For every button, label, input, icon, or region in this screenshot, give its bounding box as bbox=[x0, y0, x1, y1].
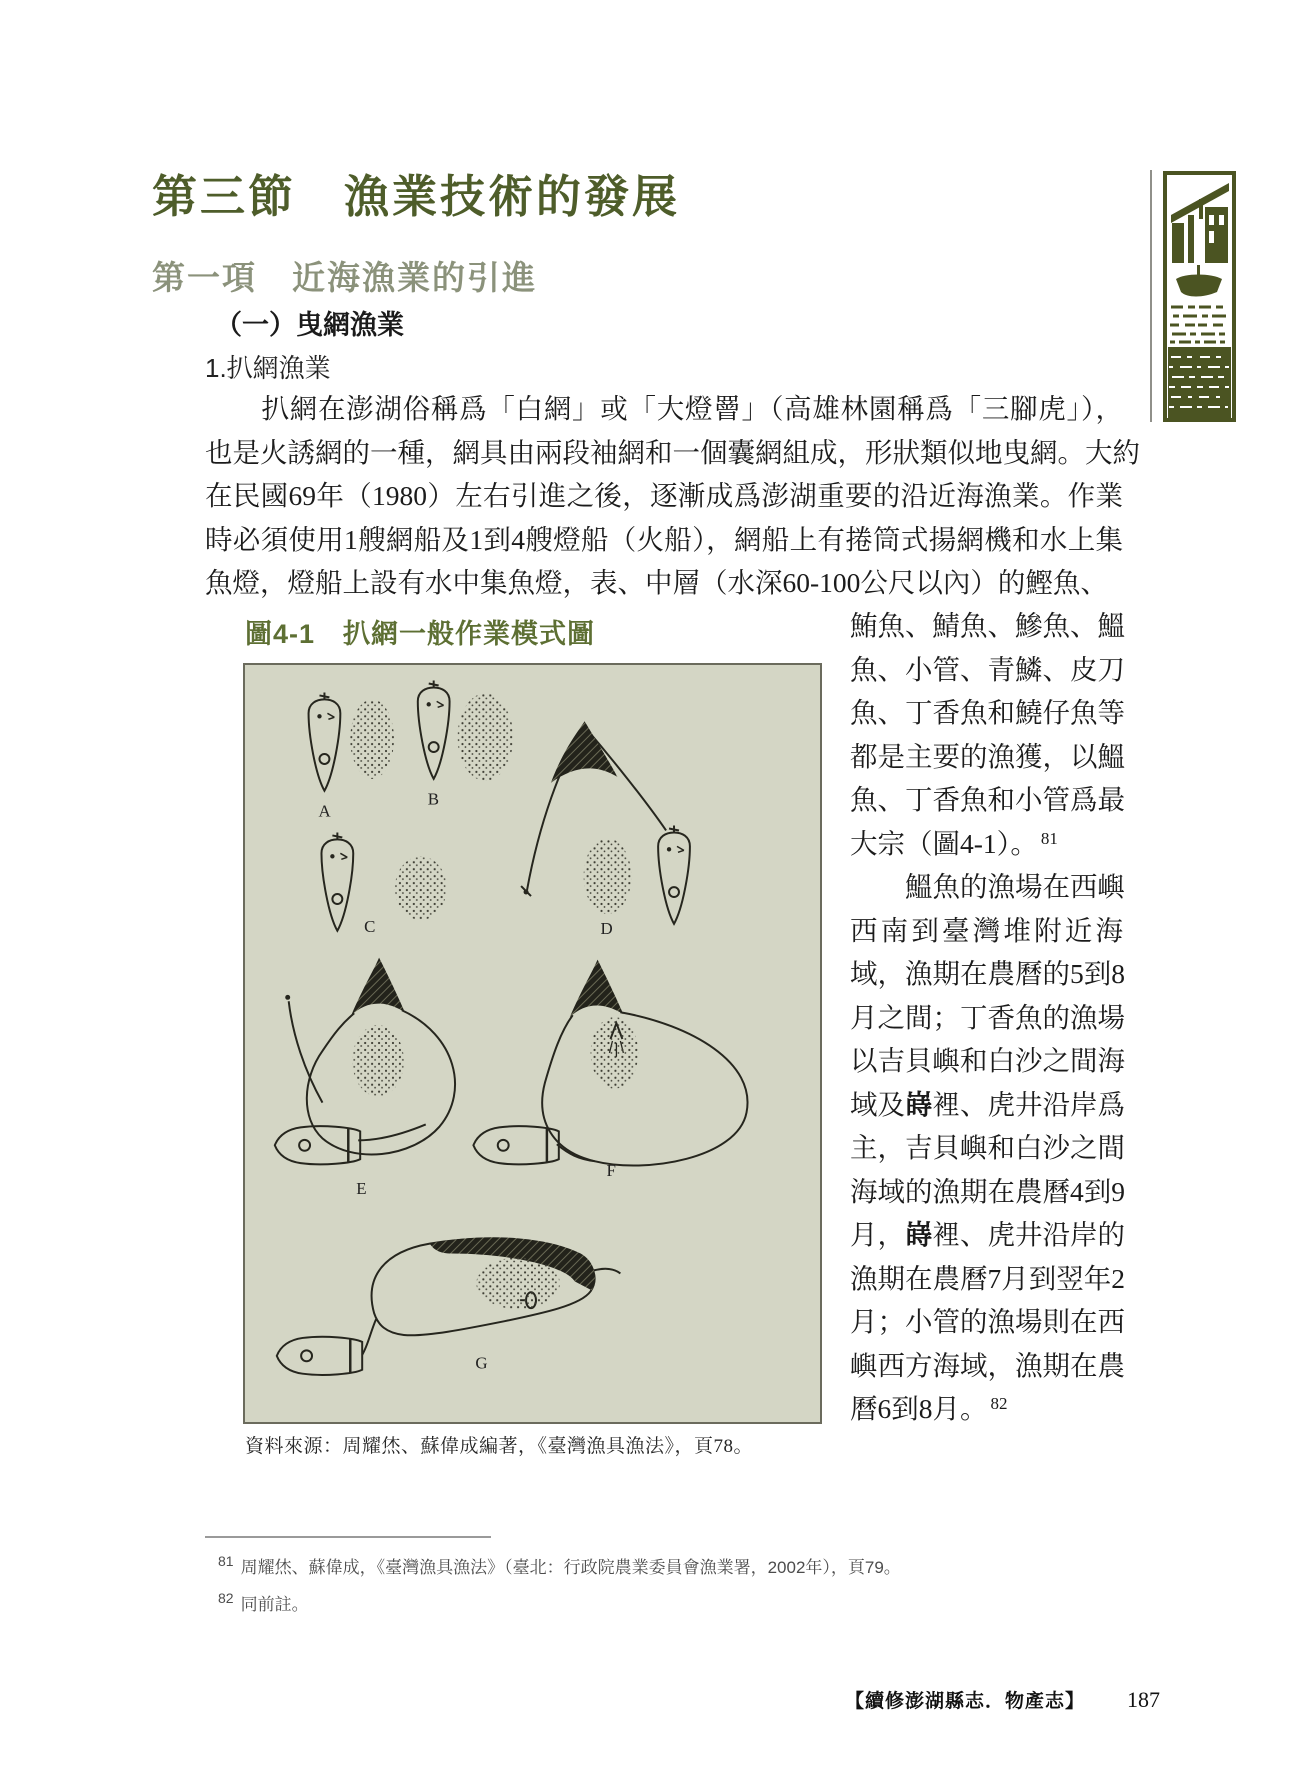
text-line: 海域的漁期在農曆4到9 bbox=[850, 1175, 1125, 1207]
heading-panet-fishery: 1.扒網漁業 bbox=[205, 353, 331, 383]
text-line: 以吉貝嶼和白沙之間海 bbox=[850, 1045, 1125, 1076]
fish-school-stipple bbox=[352, 1025, 404, 1097]
panet-operation-diagram bbox=[245, 665, 820, 1422]
footnote-ref: 82 bbox=[990, 1394, 1008, 1413]
figure-label: C bbox=[364, 916, 376, 936]
page-number: 187 bbox=[1127, 1687, 1160, 1712]
figure-label: F bbox=[606, 1161, 616, 1181]
boat-c bbox=[321, 832, 353, 930]
fish-school-stipple bbox=[395, 856, 447, 920]
figure-caption: 圖4-1 扒網一般作業模式圖 bbox=[245, 619, 596, 649]
text-line: 嶼西方海域，漁期在農 bbox=[850, 1349, 1125, 1381]
text-line: 扒網在澎湖俗稱爲「白網」或「大燈罾」（高雄林園稱爲「三腳虎」）， bbox=[205, 393, 1123, 424]
page-footer bbox=[700, 1686, 1160, 1713]
text-line: 魚燈，燈船上設有水中集魚燈，表、中層（水深60-100公尺以內）的鰹魚、 bbox=[205, 567, 1108, 598]
footnote-text: 同前註。 bbox=[240, 1595, 309, 1614]
footnotes bbox=[218, 1549, 1118, 1623]
text-line: 曆6到8月。 $^{82}$ bbox=[850, 1393, 1008, 1424]
decorative-woodcut-image bbox=[1163, 171, 1236, 422]
text-line: 在民國69年（1980）左右引進之後，逐漸成爲澎湖重要的沿近海漁業。作業 bbox=[205, 480, 1123, 511]
footnote-number: 82 bbox=[218, 1590, 234, 1606]
text-line: 月之間；丁香魚的漁場 bbox=[850, 1001, 1125, 1033]
boat-f bbox=[473, 1126, 558, 1164]
figure-label: E bbox=[356, 1178, 367, 1198]
net-wing-dark bbox=[351, 958, 405, 1016]
harbor-woodcut-icon bbox=[1163, 171, 1236, 422]
figure-label: A bbox=[318, 801, 331, 821]
subsection-title: 第一項 近海漁業的引進 bbox=[152, 259, 537, 296]
text-line: 魚、丁香魚和鱙仔魚等 bbox=[850, 697, 1125, 728]
footer-book-title: 【續修澎湖縣志．物產志】 bbox=[844, 1691, 1085, 1712]
net-wing-dark bbox=[551, 721, 618, 783]
body-paragraph-right bbox=[850, 604, 1123, 1431]
boat-b bbox=[418, 681, 450, 779]
figure-panel bbox=[243, 663, 822, 1424]
text-line: 鮪魚、鯖魚、鰺魚、鰮 bbox=[850, 610, 1125, 641]
footnote bbox=[218, 1549, 1118, 1586]
footnote bbox=[218, 1586, 1118, 1623]
text-line: 也是火誘網的一種，網具由兩段袖網和一個囊網組成，形狀類似地曳網。大約 bbox=[205, 436, 1140, 468]
text-line: 月；小管的漁場則在西 bbox=[850, 1306, 1125, 1337]
boat-a bbox=[309, 692, 341, 790]
footnote-ref: 81 bbox=[1040, 828, 1058, 848]
text-line: 大宗（圖4-1）。 $^{81}$ bbox=[850, 827, 1058, 859]
body-paragraph bbox=[205, 387, 1140, 605]
heading-trawl-fishery: （一）曳網漁業 bbox=[215, 310, 404, 340]
text-line: 漁期在農曆7月到翌年2 bbox=[850, 1262, 1125, 1294]
boat-d bbox=[658, 826, 690, 924]
text-line: 西南到臺灣堆附近海 bbox=[850, 914, 1123, 946]
fish-school-stipple bbox=[584, 838, 632, 913]
footnote-number: 81 bbox=[218, 1553, 234, 1569]
boat-g bbox=[277, 1337, 362, 1375]
fish-school-stipple bbox=[476, 1258, 559, 1310]
net-wing-dark bbox=[570, 960, 624, 1018]
text-line: 時必須使用1艘網船及1到4艘燈船（火船），網船上有捲筒式揚網機和水上集 bbox=[205, 523, 1123, 555]
text-line: 魚、丁香魚和小管爲最 bbox=[850, 784, 1125, 815]
figure-source: 資料來源：周耀烋、蘇偉成編著，《臺灣漁具漁法》，頁78。 bbox=[245, 1436, 754, 1457]
text-line: 魚、小管、青鱗、皮刀 bbox=[850, 653, 1125, 685]
fish-school-stipple bbox=[350, 699, 394, 778]
text-line: 鰮魚的漁場在西嶼 bbox=[850, 871, 1125, 902]
figure-label: B bbox=[427, 789, 439, 809]
margin-rule bbox=[1150, 170, 1152, 422]
footnote-text: 周耀烋、蘇偉成，《臺灣漁具漁法》（臺北：行政院農業委員會漁業署，2002年），頁79。 bbox=[240, 1558, 901, 1577]
footnote-divider bbox=[205, 1536, 491, 1538]
figure-label: G bbox=[475, 1353, 488, 1373]
fish-school-stipple bbox=[591, 1017, 639, 1089]
text-line: 域及嵵裡、虎井沿岸爲 bbox=[850, 1088, 1125, 1120]
section-title: 第三節 漁業技術的發展 bbox=[152, 172, 681, 222]
fish-school-stipple bbox=[458, 693, 514, 780]
text-line: 域，漁期在農曆的5到8 bbox=[850, 958, 1125, 989]
text-line: 主，吉貝嶼和白沙之間 bbox=[850, 1132, 1125, 1163]
net-loop-f bbox=[542, 1012, 747, 1165]
text-line: 都是主要的漁獲，以鰮 bbox=[850, 740, 1125, 772]
text-line: 月，嵵裡、虎井沿岸的 bbox=[850, 1219, 1125, 1250]
figure-label: D bbox=[600, 918, 613, 938]
